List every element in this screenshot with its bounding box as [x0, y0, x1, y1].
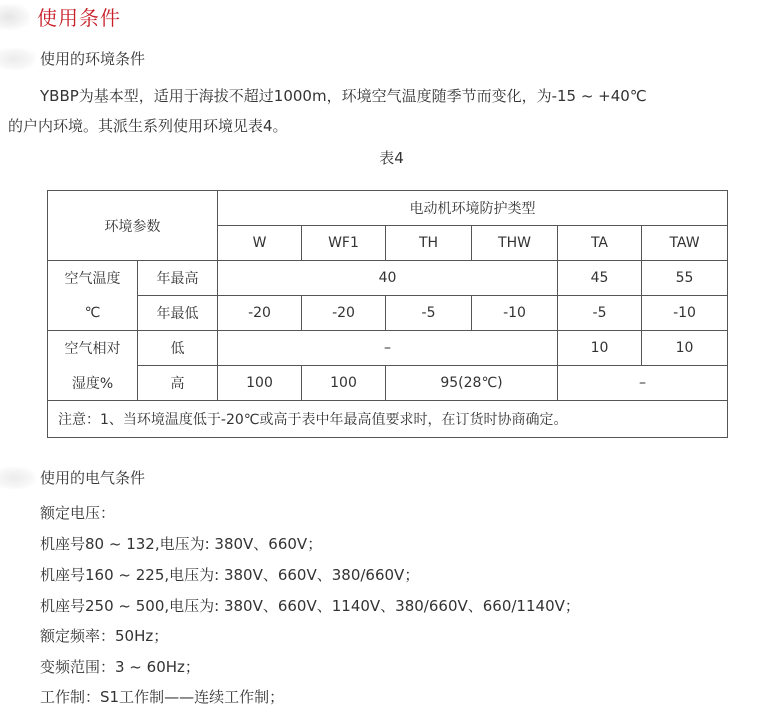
low-value-taw: 10	[642, 331, 728, 366]
min-value: -20	[302, 296, 386, 331]
elec-section-decoration	[0, 467, 36, 489]
type-header: TA	[558, 226, 642, 261]
elec-line: 变频范围：3 ~ 60Hz；	[40, 658, 200, 676]
elec-line: 机座号80 ~ 132,电压为: 380V、660V；	[40, 535, 323, 553]
max-label: 年最高	[138, 261, 218, 296]
table-note: 注意：1、当环境温度低于-20℃或高于表中年最高值要求时，在订货时协商确定。	[48, 401, 728, 438]
group-header: 电动机环境防护类型	[218, 191, 728, 226]
high-value-ta-taw: –	[558, 366, 728, 401]
temp-unit: ℃	[48, 296, 138, 331]
elec-line: 额定电压：	[40, 504, 116, 522]
env-section-decoration	[0, 48, 36, 70]
type-header: TAW	[642, 226, 728, 261]
env-section-heading: 使用的环境条件	[40, 50, 146, 68]
title-decoration	[0, 4, 30, 30]
humidity-unit: 湿度%	[48, 366, 138, 401]
elec-line: 机座号160 ~ 225,电压为: 380V、660V、380/660V；	[40, 566, 420, 584]
low-value-ta: 10	[558, 331, 642, 366]
high-value-th-thw: 95(28℃)	[386, 366, 558, 401]
min-label: 年最低	[138, 296, 218, 331]
low-label: 低	[138, 331, 218, 366]
elec-section-heading: 使用的电气条件	[40, 469, 146, 487]
high-label: 高	[138, 366, 218, 401]
elec-line: 机座号250 ~ 500,电压为: 380V、660V、1140V、380/660V、660/1140V；	[40, 597, 580, 615]
max-value-ta: 45	[558, 261, 642, 296]
min-value: -5	[558, 296, 642, 331]
temp-label: 空气温度	[48, 261, 138, 296]
type-header: WF1	[302, 226, 386, 261]
table-caption: 表4	[379, 149, 404, 167]
min-value: -10	[642, 296, 728, 331]
elec-line: 工作制：S1工作制——连续工作制；	[40, 688, 285, 706]
env-paragraph-line-1: YBBP为基本型，适用于海拔不超过1000m，环境空气温度随季节而变化，为-15 ~ +40℃	[40, 87, 647, 105]
type-header: THW	[472, 226, 558, 261]
env-paragraph-line-2: 的户内环境。其派生系列使用环境见表4。	[8, 117, 288, 135]
high-value-w: 100	[218, 366, 302, 401]
humidity-label: 空气相对	[48, 331, 138, 366]
elec-line: 额定频率：50Hz；	[40, 627, 169, 645]
type-header: TH	[386, 226, 472, 261]
min-value: -10	[472, 296, 558, 331]
type-header: W	[218, 226, 302, 261]
param-header: 环境参数	[48, 191, 218, 261]
high-value-wf1: 100	[302, 366, 386, 401]
max-value-common: 40	[218, 261, 558, 296]
page-title: 使用条件	[37, 6, 121, 30]
min-value: -5	[386, 296, 472, 331]
environment-table	[47, 190, 728, 438]
low-value-common: –	[218, 331, 558, 366]
min-value: -20	[218, 296, 302, 331]
max-value-taw: 55	[642, 261, 728, 296]
